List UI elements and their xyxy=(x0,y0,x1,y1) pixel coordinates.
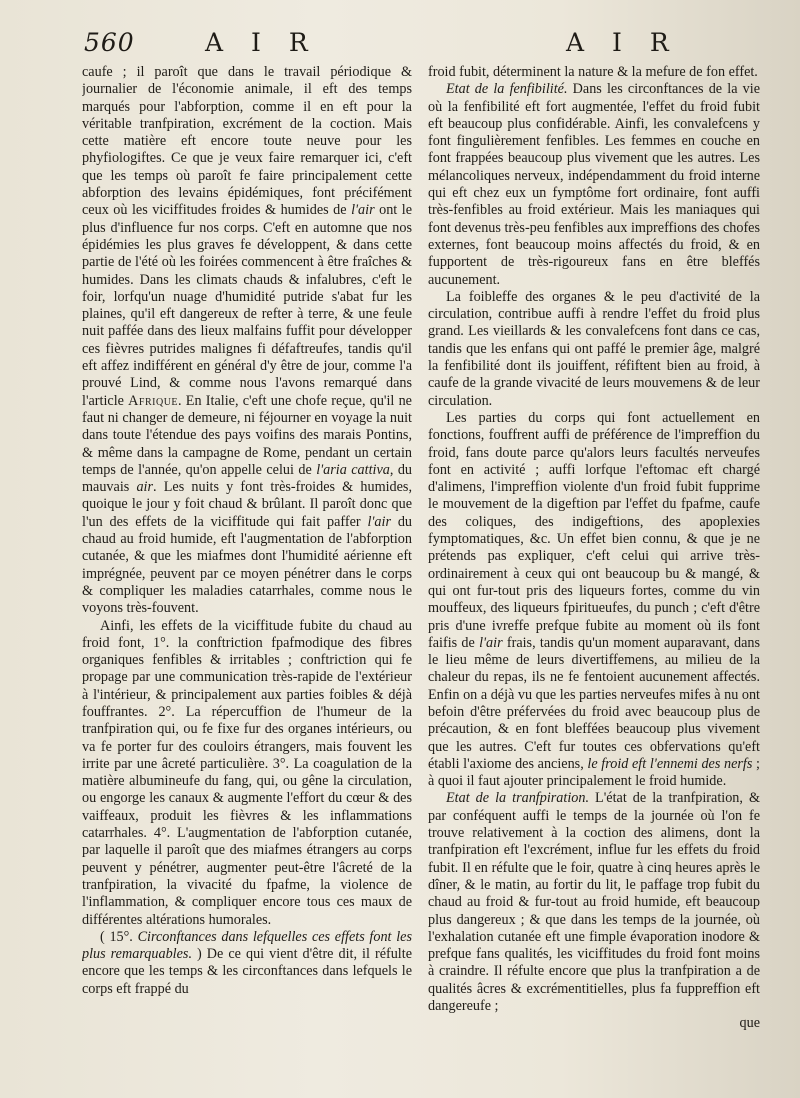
italic-text: Etat de la fenfibilité. xyxy=(446,81,568,98)
text-run: L'état de la tranfpiration, & par conféquent auffi le temps de la journée où l'on fe trouve relativement à la coction des alimens, dont la tranfpiration eft l'excrément, influe fur les effets du froid fubit. Il en réfulte que le foir, quatre à cinq heures après le dîner, & le matin, au fortir du lit, le paffage trop fubit du chaud au froid & fur-tout au froid humide, eft beaucoup plus dangereux ; & que dans les temps de la journée, où l'exhalation cutanée eft une fimple évaporation inodore & prefque fans qualités, les viciffitudes du froid font moins à craindre. Il réfulte encore que plus la tranfpiration a de qualités âcres & excrémentitielles, plus fa fuppreffion eft dangereufe ; xyxy=(428,790,760,1015)
catchword: que xyxy=(739,1015,760,1032)
paragraph xyxy=(428,289,760,410)
running-title-right: A I R xyxy=(566,28,679,57)
section-heading-paragraph xyxy=(82,929,412,998)
text-run: ; à quoi il faut ajouter principalement le froid humide. xyxy=(428,755,760,790)
italic-text: l'air xyxy=(367,513,391,530)
left-column xyxy=(82,64,412,1084)
text-run: caufe ; il paroît que dans le travail périodique & journalier de l'économie animale, il eft des temps marqués pour l'abforption, comme il en eft pour la véritable tranfpiration, excrément de la coction. Mais cette matière eft encore toute neuve pour les phyfiologiftes. Ce que je veux faire remarquer ici, c'eft que les temps où paroît fe faire principalement cette abforption des levains épidémiques, font précifément ceux où les viciffitudes froides & humides de xyxy=(82,64,412,219)
text-run: La foibleffe des organes & le peu d'activité de la circulation, contribue auffi à rendre l'effet du froid plus grand. Les vieillards & les convalefcens font dans ce cas, tandis que les enfans qui ont paffé le premier âge, malgré la fenfibilité dont ils jouiffent, réfiftent bien au froid, à caufe de la grande vivacité de leurs mouvemens & de leur circulation. xyxy=(428,288,760,409)
text-run: frais, tandis qu'un moment auparavant, dans le lieu même de leurs divertiffemens, au milieu de la chaleur du repas, ils ne fe fentoient aucunement affectés. Enfin on a déjà vu que les parties nerveufes mifes à nu ont befoin d'être préfervées du froid avec beaucoup plus de précaution, & en font bleffées beaucoup plus vivement que les autres. C'eft fur toutes ces obfervations qu'eft établi l'axiome des anciens, xyxy=(428,634,760,772)
italic-text: l'air xyxy=(351,202,375,219)
text-run: froid fubit, déterminent la nature & la mefure de fon effet. xyxy=(428,64,758,80)
italic-text: air xyxy=(136,479,154,496)
paragraph xyxy=(428,410,760,791)
paragraph xyxy=(428,64,760,81)
paragraph xyxy=(82,64,412,618)
text-run: du chaud au froid humide, eft l'augmentation de l'abforption cutanée, & que les miafmes dont l'humidité aérienne eft imprégnée, peuvent par ce moyen pénétrer dans le corps & compliquer les maladies catarrhales, comme nous le voyons très-fouvent. xyxy=(82,513,412,617)
italic-text: Circonftances dans lefquelles ces effets font les plus remarquables. xyxy=(82,928,412,963)
text-run: ont le plus d'influence fur nos corps. C'eft en automne que nos épidémies les plus graves fe développent, & dans cette partie de l'été où les foirées commencent à être fraîches & humides. Dans les climats chauds & infalubres, c'eft le foir, lorfqu'un nuage d'humidité putride s'abat fur les plaines, qu'il eft dangereux de refter à terre, & une feule nuit paffée dans des lieux malfains fuffit pour développer ces fièvres putrides malignes fi défaftreufes, tandis qu'il eft affez indifférent en général d'y être de jour, comme l'a prouvé Lind, & comme nous l'avons remarqué dans l'article xyxy=(82,202,412,409)
italic-text: Etat de la tranfpiration. xyxy=(446,790,590,807)
small-caps-text: Afrique xyxy=(128,392,179,409)
right-column xyxy=(428,64,760,1084)
running-head xyxy=(0,28,800,62)
running-title-left: A I R xyxy=(205,28,318,57)
paragraph xyxy=(428,81,760,289)
paragraph xyxy=(428,790,760,1015)
italic-text: l'air xyxy=(479,634,503,651)
text-run: ( 15°. xyxy=(100,928,138,945)
italic-text: le froid eft l'ennemi des nerfs xyxy=(587,755,753,772)
text-run: Dans les circonftances de la vie où la fenfibilité eft fort augmentée, l'effet du froid fubit eft beaucoup plus confidérable. Ainfi, les convalefcens y font fingulièrement fenfibles. Les femmes en couche en font frappées beaucoup plus vivement que les autres. Les mélancoliques nerveux, indépendamment du froid interne qui eft chez eux un fymptôme fort ordinaire, font auffi très-fenfibles au froid extérieur. Mais les maniaques qui font devenus très-peu fenfibles aux impreffions des chofes externes, font beaucoup moins affectés du froid, & en fupportent de très-rigoureux fans en être bleffés aucunement. xyxy=(428,81,760,288)
text-run: . En Italie, c'eft une chofe reçue, qu'il ne faut ni changer de demeure, ni féjourner en voyage la nuit dans toute l'étendue des pays voifins des marais Pontins, & même dans la campagne de Rome, pendant un certain temps de l'année, qu'on appelle celui de xyxy=(82,392,412,478)
paragraph xyxy=(82,618,412,929)
text-run: ) De ce qui vient d'être dit, il réfulte encore que les temps & les circonftances dans lefquels le corps eft frappé du xyxy=(82,946,412,997)
text-run: Les parties du corps qui font actuellement en fonctions, fouffrent auffi de préférence de l'impreffion du froid, fans doute parce qu'alors leurs facultés nerveufes font en activité ; auffi lorfque l'eftomac eft chargé d'alimens, l'impreffion violente d'un froid fubit fupprime le mouvement de la digeftion par l'effet du fpafme, caufe des coliques, des indigeftions, des apoplexies fymptomatiques, &c. Un effet bien connu, & que je ne prétends pas expliquer, c'eft celui qui arrive très-ordinairement à ceux qui ont beaucoup bu & mangé, & qui ont fur-tout pris des liqueurs fortes, comme du vin mouffeux, des liqueurs fpiritueufes, du punch ; c'eft d'être pris d'une ivreffe prefque fubite au moment où ils font faifis de xyxy=(428,409,760,651)
text-run: Ainfi, les effets de la viciffitude fubite du chaud au froid font, 1°. la conftriction fpafmodique des fibres organiques fenfibles & irritables ; conftriction qui fe propage par une communication très-rapide de l'extérieur à l'intérieur, & principalement aux parties foibles & déjà fouffrantes. 2°. La répercuffion de l'humeur de la tranfpiration qui, ou fe fixe fur des organes intérieurs, ou va fe porter fur des couloirs étrangers, mais fouvent les irrite par une âcreté particulière. 3°. La coagulation de la matière albumineufe du fang, qui, ou gêne la circulation, ou engorge les canaux & augmente l'effort du cœur & des vaiffeaux, produit les fièvres & les inflammations catarrhales. 4°. L'augmentation de l'abforption cutanée, par laquelle il paroît que des miafmes étrangers au corps peuvent y pénétrer, augmenter peut-être l'âcreté de la tranfpiration, la vivacité du fpafme, la violence de l'inflammation, & compliquer encore tous ces maux de différentes altérations humorales. xyxy=(82,617,412,928)
italic-text: l'aria cattiva xyxy=(316,461,390,478)
text-run: , du mauvais xyxy=(82,461,412,496)
text-run: . Les nuits y font très-froides & humides, quoique le jour y foit chaud & brûlant. Il paroît donc que l'un des effets de la viciffitude qui fait paffer xyxy=(82,479,412,530)
page-number: 560 xyxy=(84,28,135,57)
